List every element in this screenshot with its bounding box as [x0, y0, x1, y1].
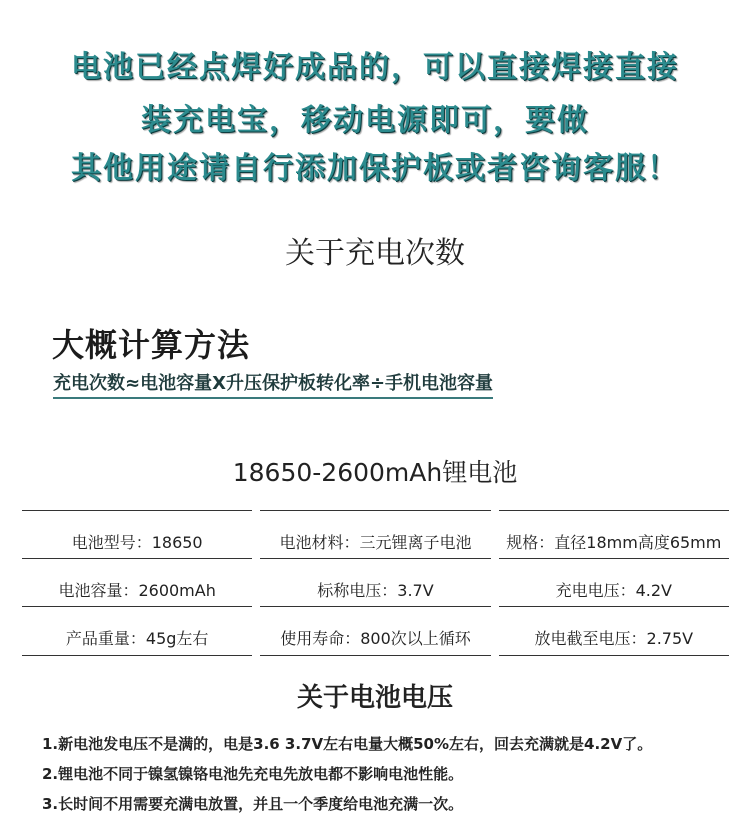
- spec-cell: [18, 510, 256, 558]
- spec-cell: [18, 606, 256, 654]
- divider: [499, 655, 729, 656]
- spec-table-bottom-border: [18, 655, 733, 656]
- spec-charge-voltage: 充电电压：4.2V: [555, 581, 673, 600]
- spec-capacity: 电池容量：2600mAh: [58, 581, 216, 600]
- charge-section-title: 关于充电次数: [285, 236, 465, 271]
- banner-line-3: 其他用途请自行添加保护板或者咨询客服！: [71, 151, 679, 186]
- spec-material: 电池材料：三元锂离子电池: [279, 533, 472, 552]
- banner-line-2: 装充电宝，移动电源即可，要做: [141, 103, 589, 138]
- spec-cell: [495, 606, 733, 654]
- spec-cell: [256, 510, 494, 558]
- voltage-note: 3.长时间不用需要充满电放置，并且一个季度给电池充满一次。: [42, 795, 464, 813]
- voltage-section-title: 关于电池电压: [296, 683, 453, 713]
- divider: [260, 655, 490, 656]
- spec-model: 电池型号：18650: [71, 533, 203, 552]
- spec-nominal-voltage: 标称电压：3.7V: [317, 581, 434, 600]
- voltage-note: 2.锂电池不同于镍氢镍铬电池先充电先放电都不影响电池性能。: [42, 765, 464, 783]
- banner-line-1: 电池已经点焊好成品的，可以直接焊接直接: [71, 50, 679, 85]
- method-title: 大概计算方法: [52, 326, 251, 364]
- spec-cell: [18, 558, 256, 606]
- battery-title: 18650-2600mAh锂电池: [232, 458, 518, 487]
- spec-lifespan: 使用寿命：800次以上循环: [280, 629, 471, 648]
- spec-size: 规格：直径18mm高度65mm: [506, 533, 722, 552]
- spec-weight: 产品重量：45g左右: [65, 629, 209, 648]
- spec-cell: [495, 510, 733, 558]
- voltage-note: 1.新电池发电压不是满的，电是3.6 3.7V左右电量大概50%左右，回去充满就是4.2V了。: [42, 735, 653, 753]
- spec-cell: [256, 606, 494, 654]
- spec-table: [18, 510, 733, 654]
- spec-row: [18, 558, 733, 606]
- divider: [22, 655, 252, 656]
- spec-cell: [495, 558, 733, 606]
- spec-cutoff-voltage: 放电截至电压：2.75V: [534, 629, 694, 648]
- spec-row: [18, 606, 733, 654]
- spec-cell: [256, 558, 494, 606]
- charge-formula: 充电次数≈电池容量X升压保护板转化率÷手机电池容量: [53, 369, 493, 399]
- spec-row: [18, 510, 733, 558]
